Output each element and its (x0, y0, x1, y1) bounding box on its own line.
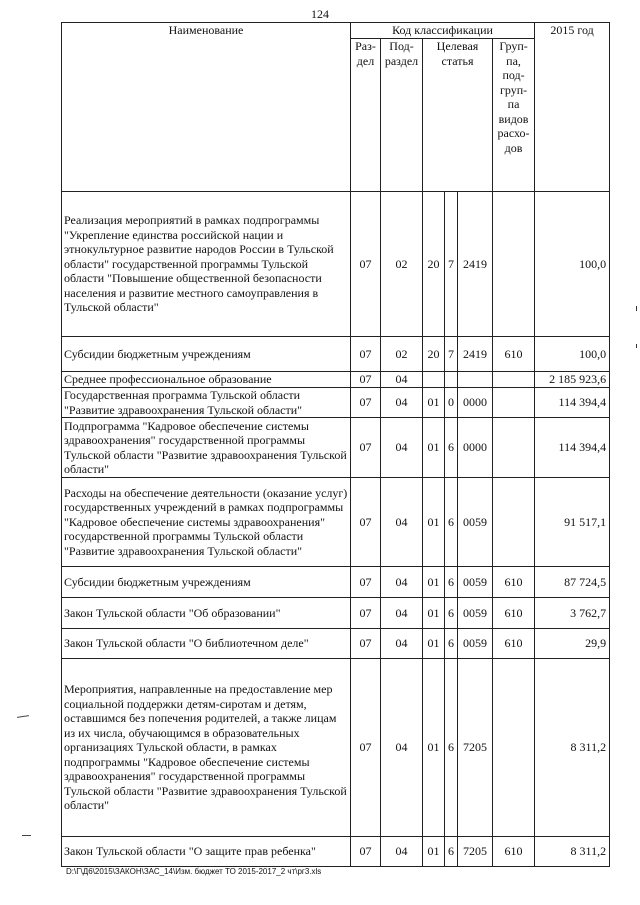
header-name: Наименование (62, 23, 351, 192)
row-subsection: 02 (381, 337, 423, 372)
edge-mark (636, 306, 637, 311)
row-target-part1: 20 (423, 192, 445, 337)
row-expense-type (493, 418, 535, 478)
row-section: 07 (351, 478, 381, 567)
row-expense-type (493, 478, 535, 567)
row-amount: 87 724,5 (535, 567, 610, 598)
margin-mark (22, 835, 31, 836)
row-section: 07 (351, 567, 381, 598)
row-target-part3: 2419 (458, 192, 493, 337)
row-section: 07 (351, 837, 381, 867)
row-target-part1: 20 (423, 337, 445, 372)
row-target-part1: 01 (423, 388, 445, 418)
row-target-part3: 7205 (458, 659, 493, 837)
row-expense-type: 610 (493, 337, 535, 372)
row-target-part2: 6 (445, 418, 458, 478)
row-section: 07 (351, 372, 381, 388)
row-section: 07 (351, 629, 381, 659)
row-name: Среднее профессиональное образование (62, 372, 351, 388)
row-name: Закон Тульской области "О защите прав ребенка" (62, 837, 351, 867)
row-subsection: 04 (381, 388, 423, 418)
row-target-part3: 7205 (458, 837, 493, 867)
row-subsection: 04 (381, 837, 423, 867)
row-subsection: 04 (381, 659, 423, 837)
row-expense-type: 610 (493, 629, 535, 659)
row-subsection: 04 (381, 478, 423, 567)
row-section: 07 (351, 337, 381, 372)
row-target-part2: 6 (445, 567, 458, 598)
row-section: 07 (351, 418, 381, 478)
row-target-part1: 01 (423, 418, 445, 478)
header-expense-type: Груп- па, под- груп- па видов расхо- дов (493, 39, 535, 192)
row-name: Субсидии бюджетным учреждениям (62, 337, 351, 372)
row-amount: 100,0 (535, 192, 610, 337)
row-section: 07 (351, 659, 381, 837)
row-target-part3: 0059 (458, 629, 493, 659)
row-amount: 100,0 (535, 337, 610, 372)
row-target-part3 (458, 372, 493, 388)
page-number: 124 (311, 7, 329, 21)
row-amount: 2 185 923,6 (535, 372, 610, 388)
row-section: 07 (351, 192, 381, 337)
row-subsection: 02 (381, 192, 423, 337)
row-expense-type (493, 372, 535, 388)
row-amount: 3 762,7 (535, 598, 610, 629)
row-amount: 91 517,1 (535, 478, 610, 567)
row-target-part1: 01 (423, 629, 445, 659)
edge-mark (636, 344, 637, 348)
table-row (62, 837, 610, 867)
row-expense-type (493, 192, 535, 337)
row-amount: 29,9 (535, 629, 610, 659)
header-section: Раз- дел (351, 39, 381, 192)
table-row (62, 337, 610, 372)
row-expense-type: 610 (493, 567, 535, 598)
header-subsection: Под- раздел (381, 39, 423, 192)
row-target-part2: 7 (445, 192, 458, 337)
row-section: 07 (351, 598, 381, 629)
table-row (62, 567, 610, 598)
row-target-part2: 6 (445, 837, 458, 867)
table-row (62, 629, 610, 659)
row-amount: 114 394,4 (535, 418, 610, 478)
row-target-part3: 0059 (458, 478, 493, 567)
row-subsection: 04 (381, 567, 423, 598)
row-target-part3: 0059 (458, 567, 493, 598)
row-subsection: 04 (381, 418, 423, 478)
row-subsection: 04 (381, 372, 423, 388)
row-name: Закон Тульской области "Об образовании" (62, 598, 351, 629)
row-expense-type (493, 659, 535, 837)
row-target-part2 (445, 372, 458, 388)
row-section: 07 (351, 388, 381, 418)
file-path-footer: D:\Г\Д6\2015\ЗАКОН\ЗАС_14\Изм. бюджет ТО 2015-2017_2 чт\рг3.xls (66, 867, 322, 876)
row-target-part1: 01 (423, 598, 445, 629)
row-name: Подпрограмма "Кадровое обеспечение системы здравоохранения" государственной программы Тульской области "Развитие здравоохранения Тульской области" (62, 418, 351, 478)
row-target-part1: 01 (423, 478, 445, 567)
row-expense-type: 610 (493, 837, 535, 867)
row-target-part3: 0000 (458, 388, 493, 418)
row-subsection: 04 (381, 629, 423, 659)
table-row (62, 372, 610, 388)
row-amount: 114 394,4 (535, 388, 610, 418)
row-target-part1: 01 (423, 567, 445, 598)
row-target-part3: 0059 (458, 598, 493, 629)
row-target-part1: 01 (423, 659, 445, 837)
table-row (62, 598, 610, 629)
row-target-part3: 2419 (458, 337, 493, 372)
row-name: Закон Тульской области "О библиотечном деле" (62, 629, 351, 659)
row-name: Субсидии бюджетным учреждениям (62, 567, 351, 598)
table-body (62, 192, 610, 867)
row-amount: 8 311,2 (535, 837, 610, 867)
row-name: Расходы на обеспечение деятельности (оказание услуг) государственных учреждений в рамках подпрограммы "Кадровое обеспечение системы здравоохранения" государственной программы Тульской области "Развитие здравоохранения Тульской области" (62, 478, 351, 567)
row-target-part2: 6 (445, 659, 458, 837)
row-target-part1 (423, 372, 445, 388)
row-name: Мероприятия, направленные на предоставление мер социальной поддержки детям-сиротам и детям, оставшимся без попечения родителей, а также лицам из их числа, обучающимся в образовательных организациях Тульской области, в рамках подпрограммы "Кадровое обеспечение системы здравоохранения" государственной программы Тульской области "Развитие здравоохранения Тульской области" (62, 659, 351, 837)
table-row (62, 192, 610, 337)
row-name: Государственная программа Тульской области "Развитие здравоохранения Тульской области" (62, 388, 351, 418)
table-row (62, 478, 610, 567)
row-target-part2: 0 (445, 388, 458, 418)
header-year: 2015 год (535, 23, 610, 192)
row-subsection: 04 (381, 598, 423, 629)
table-row (62, 418, 610, 478)
budget-table (61, 22, 610, 867)
row-target-part3: 0000 (458, 418, 493, 478)
row-target-part2: 6 (445, 598, 458, 629)
header-target: Целевая статья (423, 39, 493, 192)
row-target-part1: 01 (423, 837, 445, 867)
row-name: Реализация мероприятий в рамках подпрограммы "Укрепление единства российской нации и этнокультурное развитие народов России в Тульской области" государственной программы Тульской области "Повышение общественной безопасности населения и развитие местного самоуправления в Тульской области" (62, 192, 351, 337)
row-expense-type: 610 (493, 598, 535, 629)
row-expense-type (493, 388, 535, 418)
table-row (62, 388, 610, 418)
margin-mark (17, 715, 29, 718)
table-row (62, 659, 610, 837)
row-amount: 8 311,2 (535, 659, 610, 837)
row-target-part2: 6 (445, 478, 458, 567)
row-target-part2: 6 (445, 629, 458, 659)
table-header (62, 23, 610, 192)
row-target-part2: 7 (445, 337, 458, 372)
header-code-group: Код классификации (351, 23, 535, 39)
